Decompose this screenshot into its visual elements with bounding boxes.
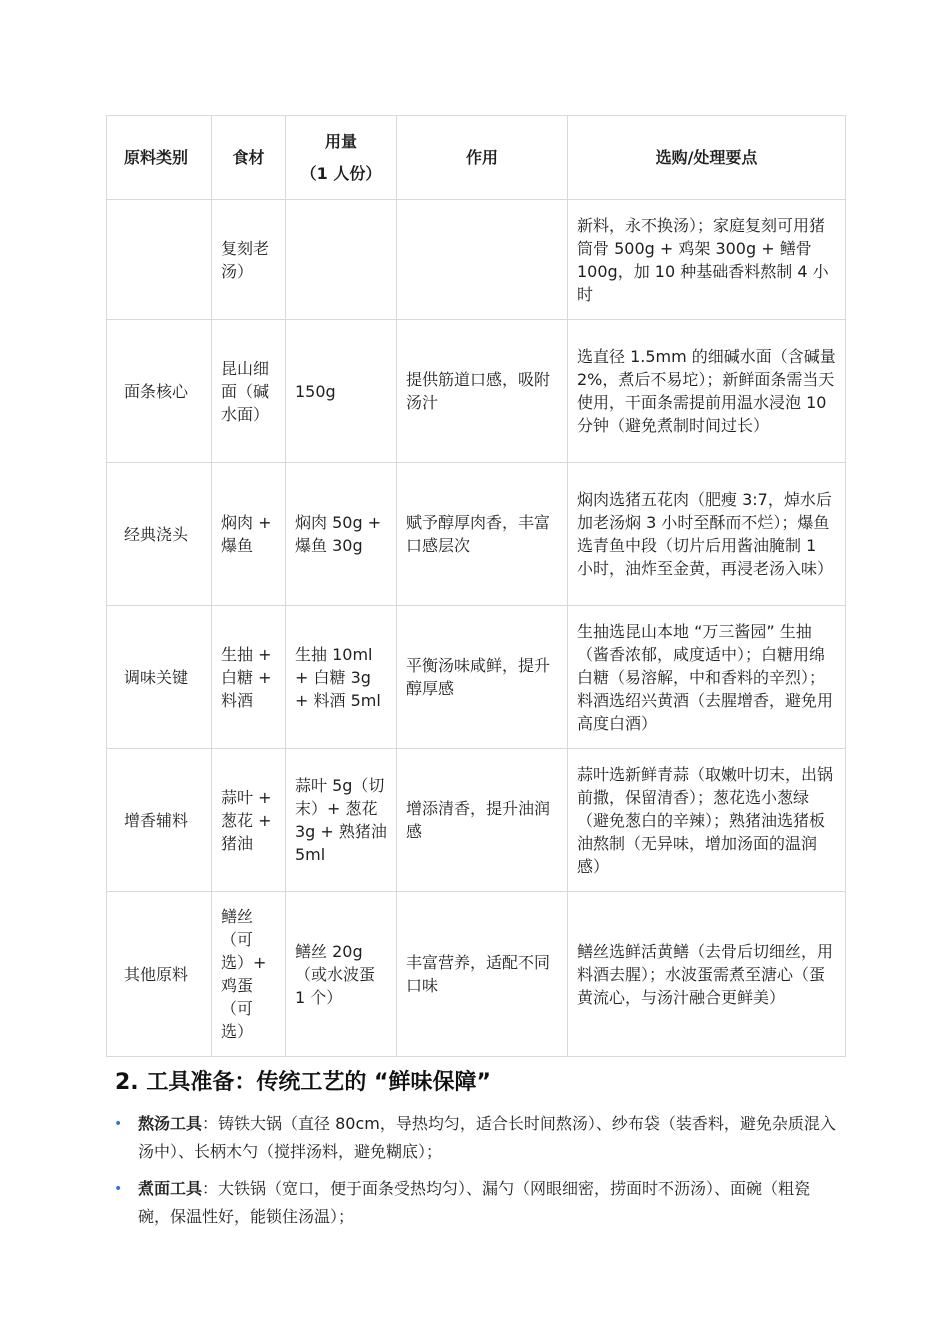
cell-ingredient: 昆山细面（碱水面） [212, 320, 286, 463]
cell-ingredient: 焖肉 + 爆鱼 [212, 463, 286, 606]
bullet-icon: • [114, 1116, 123, 1132]
cell-role [397, 200, 568, 320]
table-row [107, 749, 846, 892]
table-row [107, 892, 846, 1057]
header-ingredient: 食材 [212, 116, 286, 200]
cell-category: 面条核心 [107, 320, 212, 463]
cell-notes: 新料，永不换汤）；家庭复刻可用猪筒骨 500g + 鸡架 300g + 鳝骨 100g，加 10 种基础香料熬制 4 小时 [568, 200, 846, 320]
cell-role: 赋予醇厚肉香，丰富口感层次 [397, 463, 568, 606]
bullet-icon: • [114, 1181, 123, 1197]
cell-amount [286, 200, 397, 320]
list-item-term: 熬汤工具 [138, 1114, 203, 1133]
cell-ingredient: 生抽 + 白糖 + 料酒 [212, 606, 286, 749]
cell-category: 经典浇头 [107, 463, 212, 606]
list-item-text: ：铸铁大锅（直径 80cm，导热均匀，适合长时间熬汤）、纱布袋（装香料，避免杂质混入汤中）、长柄木勺（搅拌汤料，避免糊底）； [138, 1114, 836, 1161]
header-notes: 选购/处理要点 [568, 116, 846, 200]
table-row [107, 606, 846, 749]
cell-category [107, 200, 212, 320]
cell-role: 增添清香，提升油润感 [397, 749, 568, 892]
cell-amount: 鳝丝 20g（或水波蛋 1 个） [286, 892, 397, 1057]
header-amount [286, 116, 397, 200]
cell-amount: 150g [286, 320, 397, 463]
cell-ingredient: 蒜叶 + 葱花 + 猪油 [212, 749, 286, 892]
table-row [107, 200, 846, 320]
header-role: 作用 [397, 116, 568, 200]
cell-amount: 焖肉 50g + 爆鱼 30g [286, 463, 397, 606]
list-item-term: 煮面工具 [138, 1179, 203, 1198]
cell-category: 其他原料 [107, 892, 212, 1057]
list-item [110, 1110, 840, 1166]
table-row [107, 463, 846, 606]
cell-ingredient: 鳝丝（可选）+ 鸡蛋（可选） [212, 892, 286, 1057]
header-amount-unit: （1 人份） [300, 163, 382, 183]
list-item [110, 1175, 840, 1231]
cell-amount: 生抽 10ml + 白糖 3g + 料酒 5ml [286, 606, 397, 749]
section-title: 2. 工具准备：传统工艺的 “鲜味保障” [115, 1070, 491, 1095]
cell-notes: 选直径 1.5mm 的细碱水面（含碱量 2%，煮后不易坨）；新鲜面条需当天使用，干面条需提前用温水浸泡 10 分钟（避免煮制时间过长） [568, 320, 846, 463]
cell-role: 丰富营养，适配不同口味 [397, 892, 568, 1057]
cell-notes: 鳝丝选鲜活黄鳝（去骨后切细丝，用料酒去腥）；水波蛋需煮至溏心（蛋黄流心，与汤汁融合更鲜美） [568, 892, 846, 1057]
tools-list [110, 1110, 840, 1240]
cell-notes: 蒜叶选新鲜青蒜（取嫩叶切末，出锅前撒，保留清香）；葱花选小葱绿（避免葱白的辛辣）；熟猪油选猪板油熬制（无异味，增加汤面的温润感） [568, 749, 846, 892]
header-amount-label: 用量 [324, 131, 357, 151]
cell-role: 提供筋道口感，吸附汤汁 [397, 320, 568, 463]
cell-ingredient: 复刻老汤） [212, 200, 286, 320]
cell-notes: 焖肉选猪五花肉（肥瘦 3:7，焯水后加老汤焖 3 小时至酥而不烂）；爆鱼选青鱼中段（切片后用酱油腌制 1 小时，油炸至金黄，再浸老汤入味） [568, 463, 846, 606]
cell-category: 调味关键 [107, 606, 212, 749]
cell-category: 增香辅料 [107, 749, 212, 892]
list-item-text: ：大铁锅（宽口，便于面条受热均匀）、漏勺（网眼细密，捞面时不沥汤）、面碗（粗瓷碗，保温性好，能锁住汤温）； [138, 1179, 811, 1226]
cell-role: 平衡汤味咸鲜，提升醇厚感 [397, 606, 568, 749]
ingredients-table [106, 115, 846, 1057]
table-header-row [107, 116, 846, 200]
table-row [107, 320, 846, 463]
cell-notes: 生抽选昆山本地 “万三酱园” 生抽（酱香浓郁，咸度适中）；白糖用绵白糖（易溶解，中和香料的辛烈）；料酒选绍兴黄酒（去腥增香，避免用高度白酒） [568, 606, 846, 749]
cell-amount: 蒜叶 5g（切末）+ 葱花 3g + 熟猪油 5ml [286, 749, 397, 892]
header-category: 原料类别 [107, 116, 212, 200]
